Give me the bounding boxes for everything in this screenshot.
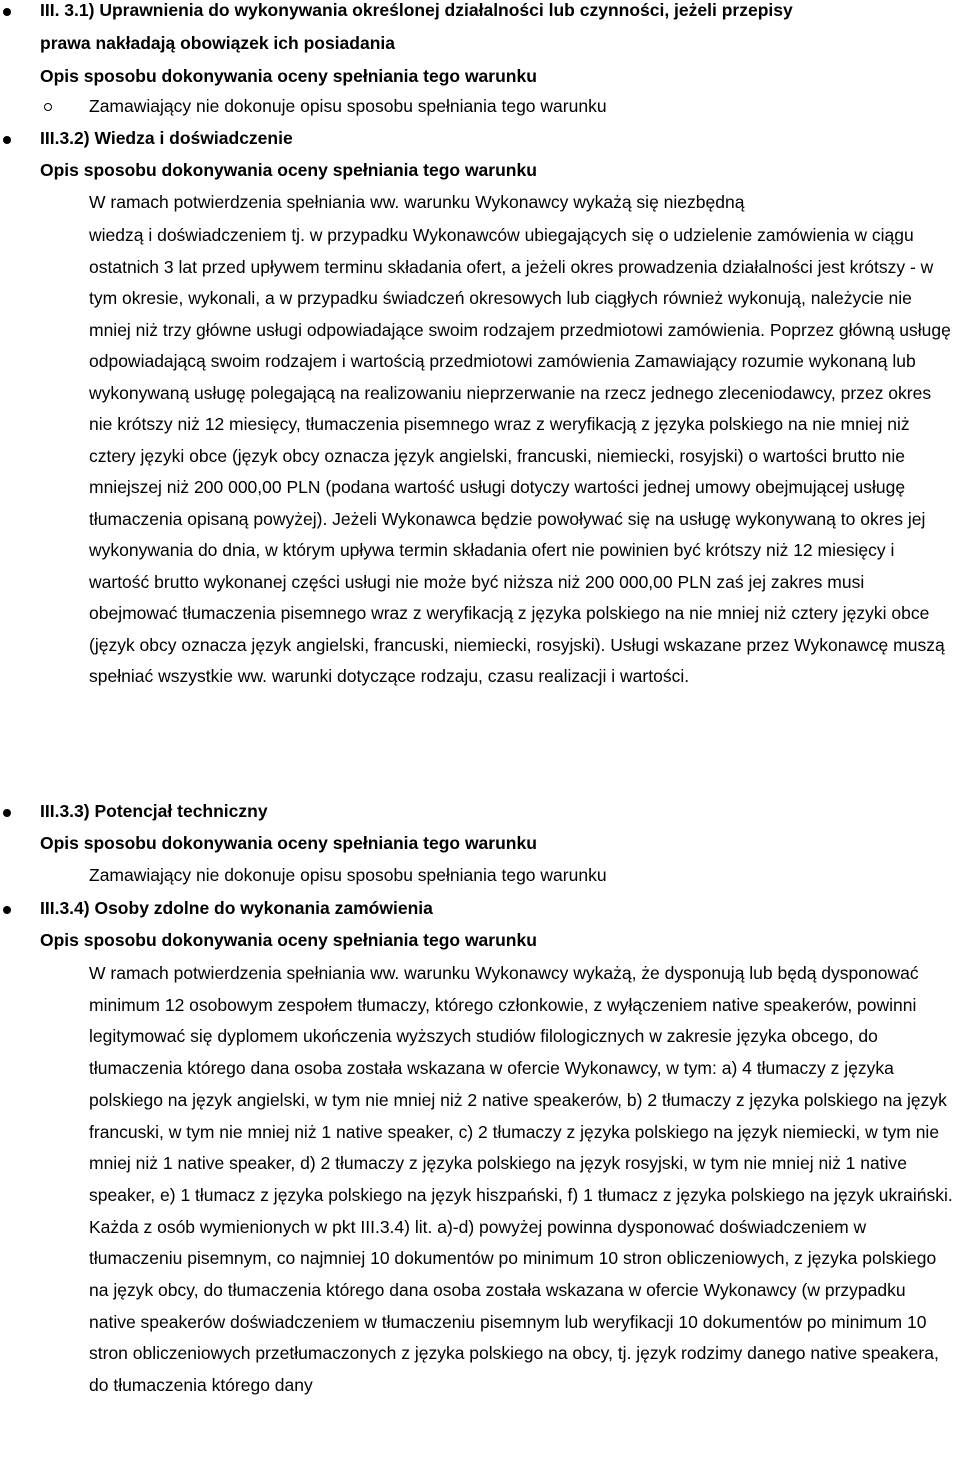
paragraph-line: Zamawiający nie dokonuje opisu sposobu spełniania tego warunku	[89, 865, 607, 885]
bullet-icon	[3, 8, 11, 16]
paragraph-line: W ramach potwierdzenia spełniania ww. warunku Wykonawcy wykażą się niezbędną	[89, 192, 745, 212]
list-item: Zamawiający nie dokonuje opisu sposobu spełniania tego warunku	[89, 96, 607, 116]
opis-label: Opis sposobu dokonywania oceny spełniania tego warunku	[40, 66, 537, 86]
paragraph-body: wiedzą i doświadczeniem tj. w przypadku Wykonawców ubiegających się o udzielenie zamówienia w ciągu ostatnich 3 lat przed upływem terminu składania ofert, a jeżeli okres prowadzenia działalności jest krótszy - w tym okresie, wykonali, a w przypadku świadczeń okresowych lub ciągłych również wykonują, należycie nie mniej niż trzy główne usługi odpowiadające swoim rodzajem przedmiotowi zamówienia. Poprzez główną usługę odpowiadającą swoim rodzajem i wartością przedmiotowi zamówienia Zamawiający rozumie wykonaną lub wykonywaną usługę polegającą na realizowaniu nieprzerwanie na rzecz jednego zleceniodawcy, przez okres nie krótszy niż 12 miesięcy, tłumaczenia pisemnego wraz z weryfikacją z języka polskiego na nie mniej niż cztery języki obce (język obcy oznacza język angielski, francuski, niemiecki, rosyjski) o wartości brutto nie mniejszej niż 200 000,00 PLN (podana wartość usługi dotyczy wartości jednej umowy obejmującej usługę tłumaczenia opisaną powyżej). Jeżeli Wykonawca będzie powoływać się na usługę wykonywaną to okres jej wykonywania do dnia, w którym upływa termin składania ofert nie powinien być krótszy niż 12 miesięcy i wartość brutto wykonanej części usługi nie może być niższa niż 200 000,00 PLN zaś jej zakres musi obejmować tłumaczenia pisemnego wraz z weryfikacją z języka polskiego na nie mniej niż cztery języki obce (język obcy oznacza język angielski, francuski, niemiecki, rosyjski). Usługi wskazane przez Wykonawcę muszą spełniać wszystkie ww. warunki dotyczące rodzaju, czasu realizacji i wartości.	[89, 225, 951, 686]
bullet-icon	[3, 809, 11, 817]
paragraph-body: W ramach potwierdzenia spełniania ww. warunku Wykonawcy wykażą, że dysponują lub będą dysponować minimum 12 osobowym zespołem tłumaczy, którego członkowie, z wyłączeniem native speakerów, powinni legitymować się dyplomem ukończenia wyższych studiów filologicznych w zakresie języka obcego, do tłumaczenia którego dana osoba została wskazana w ofercie Wykonawcy, w tym: a) 4 tłumaczy z języka polskiego na język angielski, w tym nie mniej niż 2 native speakerów, b) 2 tłumaczy z języka polskiego na język francuski, w tym nie mniej niż 1 native speaker, c) 2 tłumaczy z języka polskiego na język niemiecki, w tym nie mniej niż 1 native speaker, d) 2 tłumaczy z języka polskiego na język rosyjski, w tym nie mniej niż 1 native speaker, e) 1 tłumacz z języka polskiego na język hiszpański, f) 1 tłumacz z języka polskiego na język ukraiński. Każda z osób wymienionych w pkt III.3.4) lit. a)-d) powyżej powinna dysponować doświadczeniem w tłumaczeniu pisemnym, co najmniej 10 dokumentów po minimum 10 stron obliczeniowych, z języka polskiego na język obcy, do tłumaczenia którego dana osoba została wskazana w ofercie Wykonawcy (w przypadku native speakerów doświadczeniem w tłumaczeniu pisemnym lub weryfikacji 10 dokumentów po minimum 10 stron obliczeniowych przetłumaczonych z języka polskiego na obcy, tj. język rodzimy danego native speakera, do tłumaczenia którego dany	[89, 963, 953, 1396]
hollow-bullet-icon	[44, 103, 52, 111]
bullet-icon	[3, 136, 11, 144]
bullet-icon	[3, 906, 11, 914]
section-heading-3-3: III.3.3) Potencjał techniczny	[40, 801, 268, 821]
opis-label: Opis sposobu dokonywania oceny spełniania tego warunku	[40, 833, 537, 853]
section-heading-3-1-cont: prawa nakładają obowiązek ich posiadania	[40, 33, 395, 53]
section-heading-3-1: III. 3.1) Uprawnienia do wykonywania określonej działalności lub czynności, jeżeli przepisy	[40, 0, 793, 20]
section-heading-3-4: III.3.4) Osoby zdolne do wykonania zamówienia	[40, 898, 433, 918]
section-heading-3-2: III.3.2) Wiedza i doświadczenie	[40, 128, 293, 148]
opis-label: Opis sposobu dokonywania oceny spełniania tego warunku	[40, 930, 537, 950]
opis-label: Opis sposobu dokonywania oceny spełniania tego warunku	[40, 160, 537, 180]
